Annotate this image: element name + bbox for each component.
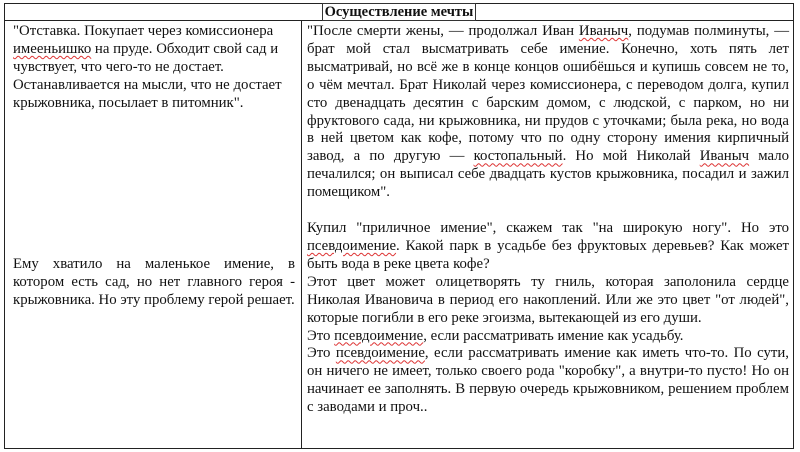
comment-paragraph-4: Это псевдоимение, если рассматривать имение как иметь что-то. По сути, он ничего не имеет, только своего рода "коробку", а внутри-то пусто! Но он начинает ее заполнять. В первую очередь крыжовником, решением проблем с заводами и проч.. bbox=[307, 345, 789, 416]
header-title: Осуществление мечты bbox=[322, 3, 477, 21]
left-text-3: Ему хватило на маленькое имение, в котором есть сад, но нет главного героя - крыжовника. Но эту проблему герой решает. bbox=[13, 256, 295, 308]
left-text: на пруде. Обходит свой сад и чувствует, что чего-то не достает. bbox=[13, 40, 279, 75]
spellcheck-word: псевдоимение bbox=[307, 237, 397, 254]
spellcheck-word: псевдоимение bbox=[334, 327, 424, 344]
spellcheck-word: Иваныч bbox=[578, 23, 629, 39]
right-cell bbox=[307, 23, 789, 417]
comment-paragraph-2: Этот цвет может олицетворять ту гниль, которая заполонила сердце Николая Ивановича в период его накоплений. Или же это цвет "от людей", которые погибли в его реке эгоизма, вытекающей из его души. bbox=[307, 273, 789, 326]
column-divider bbox=[301, 21, 302, 448]
spellcheck-word: имееньишко bbox=[13, 40, 92, 57]
spellcheck-word: псевдоимение bbox=[335, 345, 425, 362]
comment-paragraph-1: Купил "приличное имение", скажем так "на широкую ногу". Но это псевдоимение. Какой парк в усадьбе без фруктовых деревьев? Как может быть вода в реке цвета кофе? bbox=[307, 220, 789, 272]
table-header bbox=[5, 4, 793, 21]
left-cell-bottom bbox=[13, 256, 295, 310]
left-cell-top bbox=[13, 23, 295, 113]
left-text-2: Останавливается на мысли, что не достает крыжовника, посылает в питомник". bbox=[13, 76, 282, 111]
spellcheck-word: костопальный bbox=[473, 148, 563, 165]
comment-paragraph-3: Это псевдоимение, если рассматривать имение как усадьбу. bbox=[307, 327, 684, 344]
spellcheck-word: Иваныч bbox=[699, 148, 750, 165]
content-table bbox=[4, 3, 794, 449]
quote-paragraph: "После смерти жены, — продолжал Иван Иваныч, подумав полминуты, — брат мой стал высматривать себе имение. Конечно, хоть пять лет высматривай, но всё же в конце концов ошибёшься и купишь совсем не то, о чём мечтал. Брат Николай через комиссионера, с переводом долга, купил сто двенадцать десятин с барским домом, с людской, с парком, но ни фруктового сада, ни крыжовника, ни прудов с уточками; была река, но вода в ней цветом как кофе, потому что по одну сторону имения кирпичный завод, а по другую — костопальный. Но мой Николай Иваныч мало печалился; он выписал себе двадцать кустов крыжовника, посадил и зажил помещиком". bbox=[307, 23, 790, 201]
left-text: "Отставка. Покупает через комиссионера bbox=[13, 23, 274, 39]
